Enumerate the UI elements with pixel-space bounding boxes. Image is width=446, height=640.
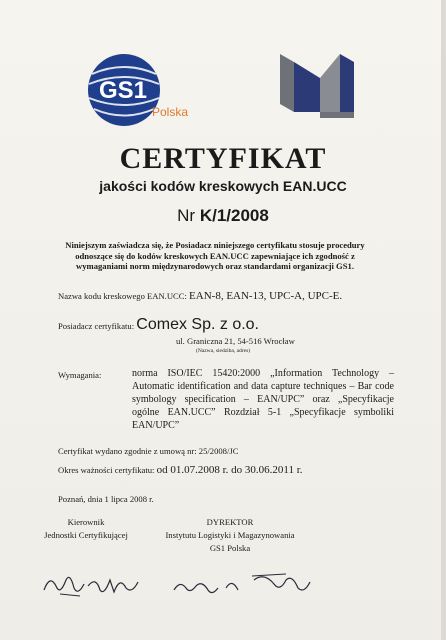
validity-value: od 01.07.2008 r. do 30.06.2011 r. xyxy=(156,464,303,476)
requirements-text: norma ISO/IEC 15420:2000 „Information Technology – Automatic identification and data capture techniques – Bar code symbology specification – EAN/UPC” oraz „Specyfikacje ogólne EAN.UCC” Rozdział 5-1 „Specyfikacje symboliki EAN/UPC” xyxy=(132,368,394,431)
validity-row xyxy=(58,464,303,476)
signatory-right-unit: Instytutu Logistyki i Magazynowania xyxy=(165,529,295,540)
certificate-number-value: K/1/2008 xyxy=(199,206,269,225)
holder-name: Comex Sp. z o.o. xyxy=(136,316,259,333)
holder-address-note: (Nazwa, siedziba, adres) xyxy=(196,348,251,354)
signature-left xyxy=(40,566,150,602)
signature-right xyxy=(168,566,318,602)
gs1-polska-text: Polska xyxy=(152,105,189,119)
holder-row xyxy=(58,316,259,334)
holder-address: ul. Graniczna 21, 54-516 Wrocław xyxy=(176,336,295,346)
page-edge xyxy=(441,0,446,640)
intro-paragraph: Niniejszym zaświadcza się, że Posiadacz niniejszego certyfikatu stosuje procedury odnoszące się do kodów kreskowych EAN.UCC zapewniające ich zgodność z wymaganiami norm międzynarodowych oraz standardami organizacji GS1. xyxy=(65,240,365,272)
issued-text: Certyfikat wydano zgodnie z umową nr: 25/2008/JC xyxy=(58,446,239,456)
gs1-logo-text: GS1 xyxy=(98,77,148,104)
requirements-label: Wymagania: xyxy=(58,370,102,380)
signatory-left-unit: Jednostki Certyfikującej xyxy=(44,529,128,540)
code-name-value: EAN-8, EAN-13, UPC-A, UPC-E. xyxy=(189,290,343,302)
code-name-label: Nazwa kodu kreskowego EAN.UCC: xyxy=(58,291,187,301)
certificate-number xyxy=(0,206,446,226)
certificate-number-prefix: Nr xyxy=(177,206,196,225)
holder-label: Posiadacz certyfikatu: xyxy=(58,321,135,331)
signatory-right xyxy=(140,516,320,555)
certificate-title: CERTYFIKAT xyxy=(119,142,327,175)
ilim-logo xyxy=(276,48,358,118)
signatory-right-title: DYREKTOR xyxy=(206,517,254,527)
signatory-left-title: Kierownik xyxy=(67,517,105,527)
validity-label: Okres ważności certyfikatu: xyxy=(58,465,155,475)
certificate-subtitle: jakości kodów kreskowych EAN.UCC xyxy=(99,178,347,194)
signatory-left xyxy=(26,516,146,542)
signatory-right-org: GS1 Polska xyxy=(209,542,251,553)
place-date: Poznań, dnia 1 lipca 2008 r. xyxy=(58,494,154,504)
code-name-row xyxy=(58,290,342,302)
